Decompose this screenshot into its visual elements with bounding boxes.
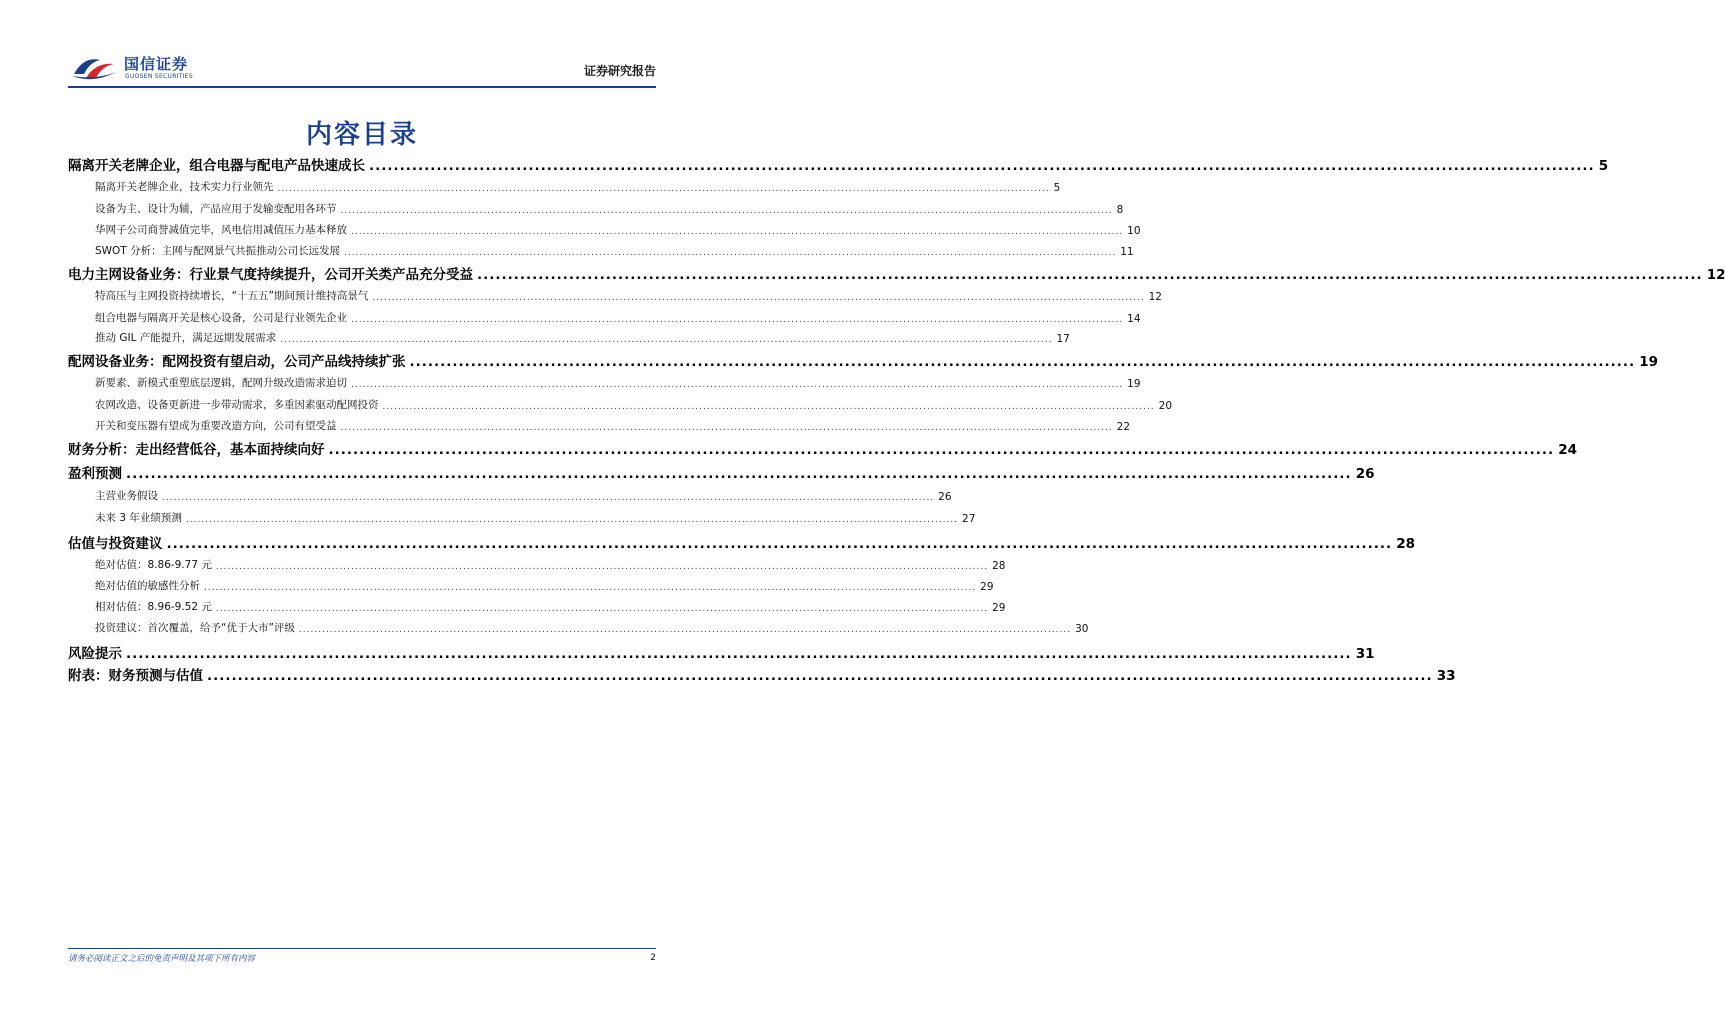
toc-entry-page: 19 bbox=[1127, 378, 1141, 390]
report-type-label: 证券研究报告 bbox=[583, 64, 656, 78]
toc-entry-page: 17 bbox=[1056, 333, 1070, 345]
footer-divider bbox=[68, 948, 656, 949]
toc-entry-section[interactable] bbox=[68, 374, 1141, 390]
toc-entry-page: 5 bbox=[1598, 158, 1609, 174]
toc-entry-title: 财务分析：走出经营低谷，基本面持续向好 bbox=[68, 442, 325, 458]
toc-dot-leader: ........................................................................................................................................................................................................ bbox=[185, 515, 959, 525]
page-number: 2 bbox=[650, 953, 656, 963]
toc-entry-chapter[interactable] bbox=[68, 350, 1658, 370]
toc-entry-title: 附表：财务预测与估值 bbox=[68, 668, 203, 684]
toc-entry-section[interactable] bbox=[68, 487, 952, 503]
toc-entry-section[interactable] bbox=[68, 598, 1006, 614]
toc-dot-leader: ........................................................................................................................................................................................................ bbox=[215, 604, 989, 614]
toc-dot-leader: ........................................................................................................................................................................................................ bbox=[382, 402, 1155, 412]
toc-entry-page: 12 bbox=[1706, 267, 1725, 283]
guosen-logo bbox=[68, 50, 208, 86]
toc-entry-section[interactable] bbox=[68, 509, 976, 525]
logo-english-name: GUOSEN SECURITIES bbox=[125, 73, 194, 80]
toc-entry-section[interactable] bbox=[68, 417, 1131, 433]
toc-entry-page: 28 bbox=[1396, 536, 1415, 552]
toc-entry-section[interactable] bbox=[68, 577, 994, 593]
toc-entry-page: 33 bbox=[1436, 668, 1456, 684]
toc-entry-chapter[interactable] bbox=[68, 642, 1375, 662]
toc-entry-title: 盈利预测 bbox=[68, 466, 122, 482]
toc-dot-leader: ........................................................................................................................................................................................................ bbox=[207, 668, 1433, 684]
toc-dot-leader: ........................................................................................................................................................................................................ bbox=[369, 158, 1595, 174]
toc-entry-title: 隔离开关老牌企业，组合电器与配电产品快速成长 bbox=[68, 158, 365, 174]
toc-entry-title: 华网子公司商誉减值完毕，风电信用减值压力基本释放 bbox=[95, 224, 347, 236]
toc-entry-title: SWOT 分析：主网与配网景气共振推动公司长远发展 bbox=[95, 245, 341, 257]
toc-entry-page: 24 bbox=[1558, 442, 1577, 458]
toc-dot-leader: ........................................................................................................................................................................................................ bbox=[280, 335, 1053, 345]
toc-entry-page: 27 bbox=[962, 513, 976, 525]
logo-chinese-name: 国信证券 bbox=[124, 55, 189, 73]
toc-entry-title: 电力主网设备业务：行业景气度持续提升，公司开关类产品充分受益 bbox=[68, 267, 473, 283]
toc-entry-title: 绝对估值：8.86-9.77 元 bbox=[95, 559, 212, 571]
toc-entry-page: 31 bbox=[1355, 646, 1375, 662]
toc-entry-title: 未来 3 年业绩预测 bbox=[95, 512, 182, 524]
toc-entry-page: 26 bbox=[938, 491, 952, 503]
toc-entry-chapter[interactable] bbox=[68, 154, 1609, 174]
toc-entry-title: 绝对估值的敏感性分析 bbox=[95, 580, 200, 592]
toc-entry-section[interactable] bbox=[68, 329, 1070, 345]
toc-entry-title: 农网改造、设备更新进一步带动需求，多重因素驱动配网投资 bbox=[95, 399, 379, 411]
toc-entry-title: 隔离开关老牌企业，技术实力行业领先 bbox=[95, 181, 274, 193]
toc-dot-leader: ........................................................................................................................................................................................................ bbox=[340, 206, 1113, 216]
toc-entry-chapter[interactable] bbox=[68, 532, 1415, 552]
toc-dot-leader: ........................................................................................................................................................................................................ bbox=[126, 466, 1352, 482]
toc-entry-section[interactable] bbox=[68, 221, 1141, 237]
toc-dot-leader: ........................................................................................................................................................................................................ bbox=[351, 380, 1124, 390]
toc-entry-title: 配网设备业务：配网投资有望启动，公司产品线持续扩张 bbox=[68, 354, 406, 370]
toc-entry-page: 30 bbox=[1075, 623, 1089, 635]
toc-entry-title: 主营业务假设 bbox=[95, 490, 158, 502]
guosen-logo-icon bbox=[70, 54, 118, 82]
toc-dot-leader: ........................................................................................................................................................................................................ bbox=[344, 248, 1117, 258]
toc-entry-chapter[interactable] bbox=[68, 438, 1577, 458]
toc-dot-leader: ........................................................................................................................................................................................................ bbox=[409, 354, 1636, 370]
toc-dot-leader: ........................................................................................................................................................................................................ bbox=[277, 184, 1050, 194]
toc-entry-title: 风险提示 bbox=[68, 646, 122, 662]
toc-dot-leader: ........................................................................................................................................................................................................ bbox=[328, 442, 1555, 458]
toc-entry-title: 开关和变压器有望成为重要改造方向，公司有望受益 bbox=[95, 420, 337, 432]
toc-dot-leader: ........................................................................................................................................................................................................ bbox=[126, 646, 1352, 662]
page-header bbox=[68, 50, 656, 86]
toc-dot-leader: ........................................................................................................................................................................................................ bbox=[351, 227, 1124, 237]
toc-dot-leader: ........................................................................................................................................................................................................ bbox=[372, 293, 1145, 303]
toc-entry-page: 29 bbox=[992, 602, 1006, 614]
toc-entry-page: 22 bbox=[1116, 421, 1131, 433]
toc-dot-leader: ........................................................................................................................................................................................................ bbox=[215, 562, 989, 572]
header-divider bbox=[68, 86, 656, 88]
toc-entry-page: 26 bbox=[1355, 466, 1375, 482]
toc-entry-title: 设备为主、设计为辅，产品应用于发输变配用各环节 bbox=[95, 203, 337, 215]
toc-dot-leader: ........................................................................................................................................................................................................ bbox=[166, 536, 1393, 552]
toc-dot-leader: ........................................................................................................................................................................................................ bbox=[477, 267, 1703, 283]
toc-entry-section[interactable] bbox=[68, 200, 1124, 216]
toc-entry-section[interactable] bbox=[68, 309, 1141, 325]
toc-entry-title: 投资建议：首次覆盖，给予“优于大市”评级 bbox=[95, 622, 295, 634]
toc-entry-page: 10 bbox=[1127, 225, 1141, 237]
toc-entry-title: 新要素、新模式重塑底层逻辑，配网升级改造需求迫切 bbox=[95, 377, 347, 389]
toc-dot-leader: ........................................................................................................................................................................................................ bbox=[204, 583, 977, 593]
toc-entry-chapter[interactable] bbox=[68, 263, 1725, 283]
toc-dot-leader: ........................................................................................................................................................................................................ bbox=[162, 493, 935, 503]
toc-entry-page: 11 bbox=[1120, 246, 1134, 258]
toc-entry-section[interactable] bbox=[68, 287, 1162, 303]
toc-title: 内容目录 bbox=[305, 120, 418, 150]
toc-dot-leader: ........................................................................................................................................................................................................ bbox=[351, 315, 1124, 325]
toc-dot-leader: ........................................................................................................................................................................................................ bbox=[298, 625, 1072, 635]
toc-entry-section[interactable] bbox=[68, 556, 1006, 572]
toc-entry-page: 28 bbox=[992, 560, 1006, 572]
toc-entry-title: 相对估值：8.96-9.52 元 bbox=[95, 601, 212, 613]
toc-entry-page: 29 bbox=[980, 581, 994, 593]
toc-entry-title: 特高压与主网投资持续增长，“十五五”期间预计维持高景气 bbox=[95, 290, 369, 302]
toc-entry-page: 8 bbox=[1116, 204, 1124, 216]
toc-entry-page: 19 bbox=[1639, 354, 1658, 370]
toc-entry-chapter[interactable] bbox=[68, 462, 1375, 482]
toc-entry-section[interactable] bbox=[68, 178, 1061, 194]
footer-disclaimer: 请务必阅读正文之后的免责声明及其项下所有内容 bbox=[68, 954, 256, 964]
toc-entry-page: 14 bbox=[1127, 313, 1141, 325]
toc-entry-page: 12 bbox=[1148, 291, 1162, 303]
toc-entry-chapter[interactable] bbox=[68, 664, 1456, 684]
toc-entry-page: 20 bbox=[1158, 400, 1173, 412]
toc-entry-section[interactable] bbox=[68, 619, 1089, 635]
toc-entry-section[interactable] bbox=[68, 242, 1134, 258]
toc-dot-leader: ........................................................................................................................................................................................................ bbox=[340, 423, 1113, 433]
toc-entry-title: 推动 GIL 产能提升，满足远期发展需求 bbox=[95, 332, 277, 344]
toc-entry-page: 5 bbox=[1053, 182, 1061, 194]
toc-entry-section[interactable] bbox=[68, 396, 1173, 412]
toc-entry-title: 估值与投资建议 bbox=[68, 536, 163, 552]
toc-entry-title: 组合电器与隔离开关是核心设备，公司是行业领先企业 bbox=[95, 312, 347, 324]
